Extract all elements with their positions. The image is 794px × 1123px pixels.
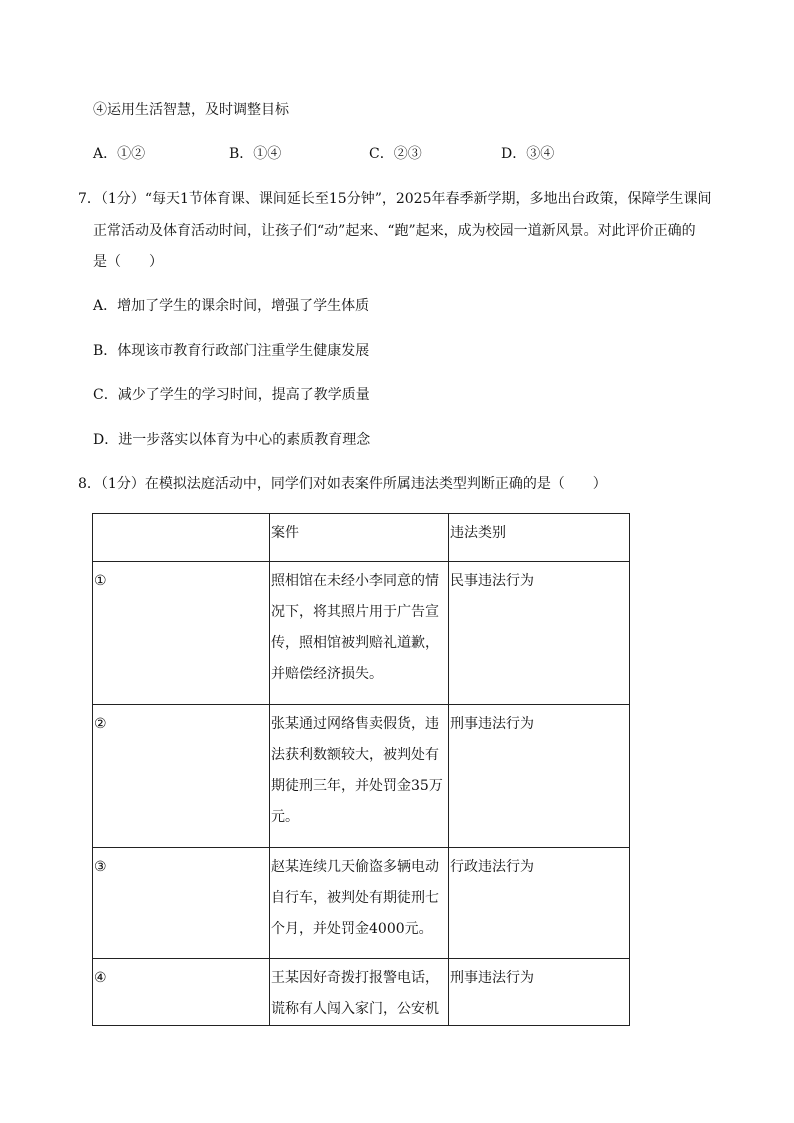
q6-option-c[interactable]: C．②③ — [369, 146, 422, 162]
q6-item-4: ④运用生活智慧，及时调整目标 — [93, 102, 289, 118]
table-row — [93, 562, 630, 705]
table-header-cell: 案件 — [270, 514, 449, 562]
row-number: ② — [93, 705, 270, 848]
q6-option-a[interactable]: A．①② — [93, 146, 146, 162]
table-header-cell: 违法类别 — [449, 514, 630, 562]
q7-option-b[interactable]: B．体现该市教育行政部门注重学生健康发展 — [93, 343, 370, 359]
q8-stem: 8．（1分）在模拟法庭活动中，同学们对如表案件所属违法类型判断正确的是（ ） — [78, 476, 607, 492]
violation-type: 刑事违法行为 — [449, 705, 630, 848]
table-header-cell — [93, 514, 270, 562]
q6-option-d[interactable]: D．③④ — [501, 146, 555, 162]
case-description: 王某因好奇拨打报警电话，谎称有人闯入家门，公安机 — [270, 959, 449, 1026]
case-description: 张某通过网络售卖假货，违法获利数额较大，被判处有期徒刑三年，并处罚金35万元。 — [270, 705, 449, 848]
q7-stem-line-1: 7．（1分）“每天1节体育课、课间延长至15分钟”，2025年春季新学期，多地出台政策，保障学生课间 — [78, 191, 712, 207]
table-header-row — [93, 514, 630, 562]
law-case-table — [92, 513, 630, 1026]
violation-type: 刑事违法行为 — [449, 959, 630, 1026]
row-number: ④ — [93, 959, 270, 1026]
case-description: 赵某连续几天偷盗多辆电动自行车，被判处有期徒刑七个月，并处罚金4000元。 — [270, 848, 449, 959]
table-row — [93, 959, 630, 1026]
q7-option-d[interactable]: D．进一步落实以体育为中心的素质教育理念 — [93, 432, 371, 448]
case-description: 照相馆在未经小李同意的情况下，将其照片用于广告宣传，照相馆被判赔礼道歉，并赔偿经济损失。 — [270, 562, 449, 705]
q7-stem-line-2: 正常活动及体育活动时间，让孩子们“动”起来、“跑”起来，成为校园一道新风景。对此评价正确的 — [93, 223, 696, 239]
q7-stem-line-3: 是（ ） — [93, 254, 163, 270]
q7-option-c[interactable]: C．减少了学生的学习时间，提高了教学质量 — [93, 387, 370, 403]
violation-type: 民事违法行为 — [449, 562, 630, 705]
q6-option-b[interactable]: B．①④ — [229, 146, 282, 162]
row-number: ③ — [93, 848, 270, 959]
violation-type: 行政违法行为 — [449, 848, 630, 959]
table-row — [93, 705, 630, 848]
row-number: ① — [93, 562, 270, 705]
table-row — [93, 848, 630, 959]
q6-options — [93, 143, 613, 165]
q7-option-a[interactable]: A．增加了学生的课余时间，增强了学生体质 — [93, 298, 370, 314]
